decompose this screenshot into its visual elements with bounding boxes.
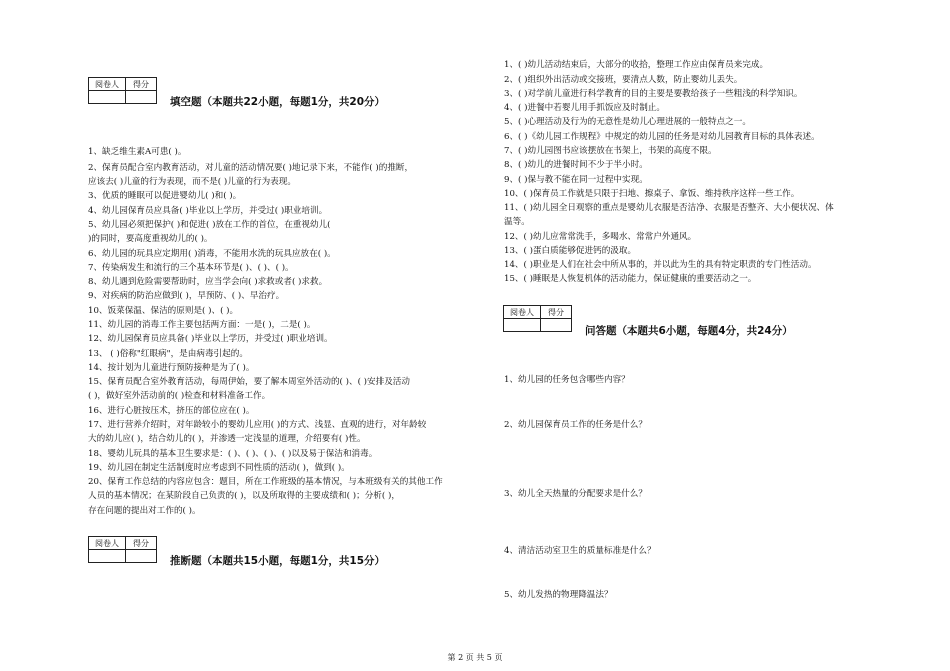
judge-line: 6、( )《幼儿园工作规程》中规定的幼儿园的任务是对幼儿园教育目标的具体表述。 (504, 132, 820, 142)
qa-question: 1、幼儿园的任务包含哪些内容？ (504, 375, 630, 385)
reviewer-label: 阅卷人 (89, 537, 126, 550)
reviewer-cell[interactable] (89, 91, 126, 104)
reviewer-label: 阅卷人 (89, 78, 126, 91)
qa-question: 2、幼儿园保育员工作的任务是什么？ (504, 420, 647, 430)
judge-section-title: 推断题（本题共15小题，每题1分，共15分） (170, 555, 386, 567)
judge-line: 温等。 (504, 217, 530, 227)
fill-line: 6、幼儿园的玩具应定期用( )消毒，不能用水洗的玩具应放在( )。 (88, 249, 336, 259)
judge-line: 11、( )幼儿园全日观察的重点是婴幼儿衣服是否洁净、衣服是否整齐、大小便状况、体 (504, 203, 834, 213)
fill-line: 17、进行营养介绍时，对年龄较小的婴幼儿应用( )的方式、浅显、直观的进行，对年龄较 (88, 420, 427, 430)
judge-line: 9、( )保与教不能在同一过程中实现。 (504, 175, 648, 185)
fill-line: )的同时，要高度重视幼儿的( )。 (88, 234, 213, 244)
judge-line: 12、( )幼儿应常常洗手，多喝水、常常户外通风。 (504, 232, 697, 242)
page-footer: 第 2 页 共 5 页 (447, 653, 503, 662)
judge-line: 3、( )对学前儿童进行科学教育的目的主要是要教给孩子一些粗浅的科学知识。 (504, 89, 803, 99)
judge-line: 14、( )职业是人们在社会中所从事的，并以此为生的具有特定职责的专门性活动。 (504, 260, 817, 270)
judge-line: 5、( )心理活动及行为的无意性是幼儿心理进展的一般特点之一。 (504, 117, 751, 127)
judge-line: 10、( )保育员工作就是只限于扫地、擦桌子、拿饭、维持秩序这样一些工作。 (504, 189, 800, 199)
fill-line: 12、幼儿园保育员应具备( )毕业以上学历，并受过( )职业培训。 (88, 334, 333, 344)
fill-line: 人员的基本情况；在某阶段自己负责的( )，以及所取得的主要成绩和( )；分析( )， (88, 491, 400, 501)
fill-line: 3、优质的睡眠可以促进婴幼儿( )和( )。 (88, 191, 242, 201)
score-cell[interactable] (541, 319, 572, 332)
fill-line: 14、按计划为儿童进行预防接种是为了( )。 (88, 363, 255, 373)
score-box-judge (88, 536, 157, 563)
fill-line: 大的幼儿应( )，结合幼儿的( )，并渗透一定浅显的道理，介绍要有( )性。 (88, 434, 366, 444)
judge-line: 4、( )进餐中若婴儿用手抓饭应及时制止。 (504, 103, 665, 113)
fill-line: 存在问题的提出对工作的( )。 (88, 506, 201, 516)
fill-line: 1、缺乏维生素A可患( )。 (88, 147, 187, 157)
judge-line: 8、( )幼儿的进餐时间不少于半小时。 (504, 160, 648, 170)
score-cell[interactable] (126, 550, 157, 563)
reviewer-cell[interactable] (89, 550, 126, 563)
score-label: 得分 (126, 537, 157, 550)
fill-section-title: 填空题（本题共22小题，每题1分，共20分） (170, 96, 386, 108)
qa-question: 4、清洁活动室卫生的质量标准是什么？ (504, 546, 656, 556)
qa-question: 5、幼儿发热的物理降温法？ (504, 590, 613, 600)
fill-line: 7、传染病发生和流行的三个基本环节是( )、( )、( )。 (88, 263, 294, 273)
reviewer-label: 阅卷人 (504, 306, 541, 319)
fill-line: 18、婴幼儿玩具的基本卫生要求是：( )、( )、( )、( )以及易于保洁和消毒。 (88, 449, 378, 459)
fill-line: 应该去( )儿童的行为表现，而不是( )儿童的行为表现。 (88, 177, 296, 187)
judge-line: 15、( )睡眠是人恢复机体的活动能力，保证健康的重要活动之一。 (504, 274, 757, 284)
score-box-qa (503, 305, 572, 332)
fill-line: 20、保育工作总结的内容应包含：题目，所在工作班级的基本情况，与本班级有关的其他工作 (88, 477, 443, 487)
reviewer-cell[interactable] (504, 319, 541, 332)
fill-line: 8、幼儿遇到危险需要帮助时，应当学会向( )求救或者( )求救。 (88, 277, 328, 287)
judge-line: 1、( )幼儿活动结束后，大部分的收拾，整理工作应由保育员来完成。 (504, 60, 769, 70)
score-box-fill (88, 77, 157, 104)
score-label: 得分 (541, 306, 572, 319)
fill-line: 10、饭菜保温、保洁的原则是( )、( )。 (88, 306, 239, 316)
qa-question: 3、幼儿全天热量的分配要求是什么？ (504, 489, 647, 499)
fill-line: 13、 ( )俗称"红眼病"，是由病毒引起的。 (88, 349, 248, 359)
qa-section-title: 问答题（本题共6小题，每题4分，共24分） (585, 325, 793, 337)
fill-line: 2、保育员配合室内教育活动，对儿童的活动情况要( )地记录下来，不能作( )的推断， (88, 163, 414, 173)
judge-line: 7、( )幼儿园图书应该摆放在书架上，书架的高度不限。 (504, 146, 717, 156)
fill-line: 16、进行心脏按压术，挤压的部位应在( )。 (88, 406, 255, 416)
fill-line: 15、保育员配合室外教育活动，每周伊始，要了解本周室外活动的( )、( )安排及活动 (88, 377, 410, 387)
fill-line: ( )，做好室外活动前的( )检查和材料准备工作。 (88, 391, 271, 401)
fill-line: 11、幼儿园的消毒工作主要包括两方面：一是( )，二是( )。 (88, 320, 316, 330)
fill-line: 9、对疾病的防治应做到( )，早预防、( )、早治疗。 (88, 291, 285, 301)
score-label: 得分 (126, 78, 157, 91)
judge-line: 2、( )组织外出活动或交接班，要清点人数，防止婴幼儿丢失。 (504, 75, 743, 85)
score-cell[interactable] (126, 91, 157, 104)
fill-line: 4、幼儿园保育员应具备( )毕业以上学历，并受过( )职业培训。 (88, 206, 328, 216)
fill-line: 19、幼儿园在制定生活制度时应考虑到不同性质的活动( )，做到( )。 (88, 463, 350, 473)
fill-line: 5、幼儿园必须把保护( )和促进( )放在工作的首位，在重视幼儿( (88, 220, 331, 230)
judge-line: 13、( )蛋白质能够促进钙的汲取。 (504, 246, 637, 256)
